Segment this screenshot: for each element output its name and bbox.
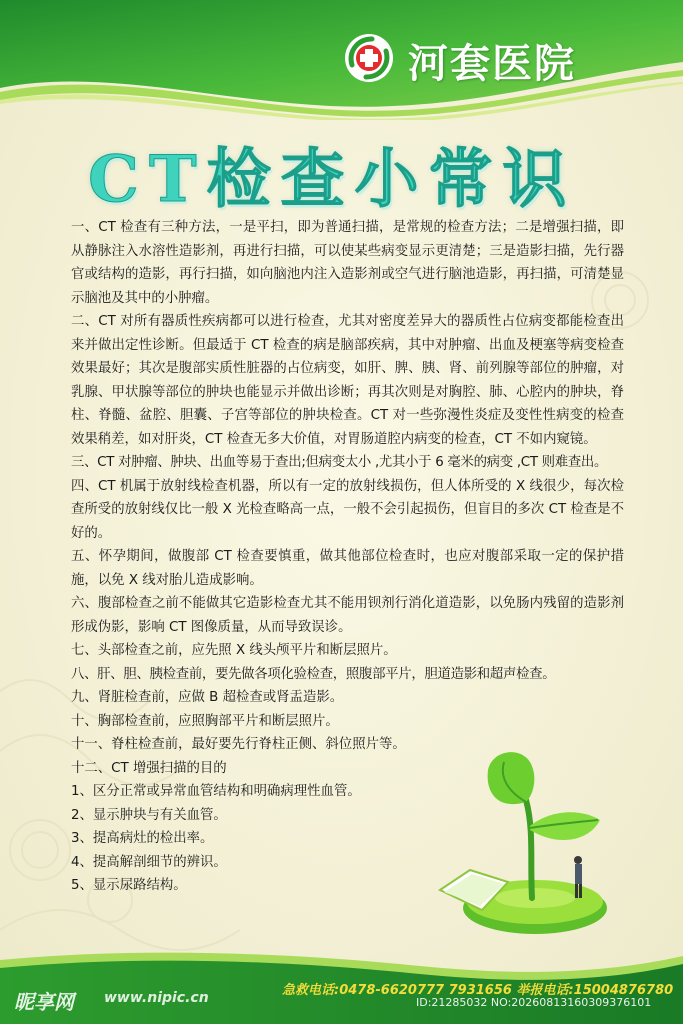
paragraph-11: 十一、脊柱检查前，最好要先行脊柱正侧、斜位照片等。 <box>71 737 406 752</box>
list-item-3: 3、提高病灶的检出率。 <box>71 831 214 846</box>
sprout-illustration <box>430 740 620 940</box>
header-band <box>0 0 683 120</box>
paragraph-12: 十二、CT 增强扫描的目的 <box>71 760 227 776</box>
page-title: CT检查小常识 <box>88 142 577 217</box>
watermark-logo: 昵享网 <box>14 990 74 1014</box>
paragraph-6: 六、腹部检查之前不能做其它造影检查尤其不能用钡剂行消化道造影，以免肠内残留的造影剂形成伪影，影响 CT 图像质量，从而导致误诊。 <box>71 596 624 635</box>
hospital-name: 河套医院 <box>408 41 576 87</box>
paragraph-8: 八、肝、胆、胰检查前，要先做各项化验检查，照腹部平片，胆道造影和超声检查。 <box>71 666 556 682</box>
list-item-2: 2、显示肿块与有关血管。 <box>71 807 227 823</box>
paragraph-3: 三、CT 对肿瘤、肿块、出血等易于查出;但病变太小 ,尤其小于 6 毫米的病变 ,CT 则难查出。 <box>71 455 608 470</box>
watermark-url: www.nipic.cn <box>104 990 209 1006</box>
hospital-logo-icon <box>344 33 394 83</box>
paragraph-5: 五、怀孕期间，做腹部 CT 检查要慎重，做其他部位检查时，也应对腹部采取一定的保护措施，以免 X 线对胎儿造成影响。 <box>71 549 624 588</box>
list-item-4: 4、提高解剖细节的辨识。 <box>71 854 227 870</box>
watermark-id: ID:21285032 NO:20260813160309376101 <box>416 996 652 1009</box>
paragraph-4: 四、CT 机属于放射线检查机器，所以有一定的放射线损伤，但人体所受的 X 线很少，每次检查所受的放射线仅比一般 X 光检查略高一点，一般不会引起损伤，但盲目的多次 CT 检查是不好的。 <box>71 478 624 541</box>
paragraph-2: 二、CT 对所有器质性疾病都可以进行检查，尤其对密度差异大的器质性占位病变都能检查出来并做出定性诊断。但最适于 CT 检查的病是脑部疾病，其中对肿瘤、出血及梗塞等病变检查效果最好；其次是腹部实质性脏器的占位病变，如肝、脾、胰、肾、前列腺等部位的肿瘤，对乳腺、甲状腺等部位的肿块也能显示并做出诊断；再其次则是对胸腔、肺、心腔内的肿块，脊柱、脊髓、盆腔、胆囊、子宫等部位的肿块检查。CT 对一些弥漫性炎症及变性性病变的检查效果稍差，如对肝炎，CT 检查无多大价值，对胃肠道腔内病变的检查，CT 不如内窥镜。 <box>71 314 624 447</box>
emergency-phone: 急救电话:0478-6620777 7931656 举报电话:15004876780 <box>282 983 674 998</box>
paragraph-10: 十、胸部检查前，应照胸部平片和断层照片。 <box>71 713 339 729</box>
paragraph-9: 九、肾脏检查前，应做 B 超检查或肾盂造影。 <box>71 690 344 705</box>
paragraph-7: 七、头部检查之前，应先照 X 线头颅平片和断层照片。 <box>71 643 397 658</box>
list-item-5: 5、显示尿路结构。 <box>71 878 187 893</box>
paragraph-1: 一、CT 检查有三种方法，一是平扫，即为普通扫描，是常规的检查方法；二是增强扫描，即从静脉注入水溶性造影剂，再进行扫描，可以使某些病变显示更清楚；三是造影扫描，先行器官或结构的造影，再行扫描，如向脑池内注入造影剂或空气进行脑池造影，再扫描，可清楚显示脑池及其中的小肿瘤。 <box>71 220 624 306</box>
list-item-1: 1、区分正常或异常血管结构和明确病理性血管。 <box>71 784 361 799</box>
